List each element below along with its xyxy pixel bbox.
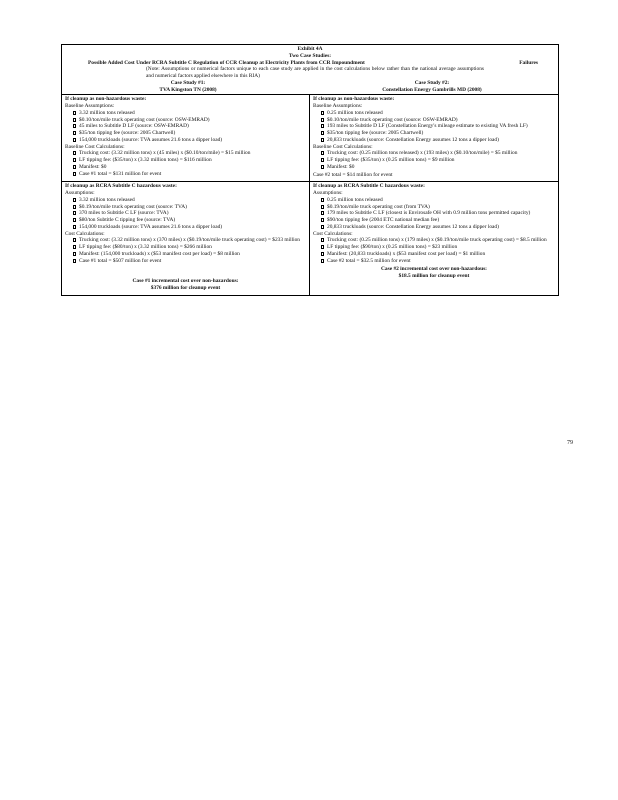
list-item: $0.10/ton/mile truck operating cost (source: OSW-EMRAD)	[73, 117, 306, 124]
list-item: 154,000 truckloads (source: TVA assumes 21.6 tons a dipper load)	[73, 224, 306, 231]
case2-haz-heading: If cleanup as RCRA Subtitle C hazardous waste:	[313, 183, 425, 190]
case2-nonhaz-cell	[310, 95, 558, 181]
case2-nonhaz-total: Case #2 total = $14 million for event	[313, 171, 393, 178]
case-study-labels	[66, 80, 554, 87]
case2-nonhaz-heading: If cleanup as non-hazardous waste:	[313, 96, 395, 103]
list-item: Manifest: $0	[321, 164, 555, 171]
case2-nonhaz-assumptions-label: Baseline Assumptions:	[313, 103, 363, 109]
haz-row	[62, 181, 558, 295]
exhibit-note: (Note: Assumptions or numerical factors unique to each case study are applied in the cost calculations below rather than the national average assumptions and numerical factors applied elsewhere in this RIA)	[146, 66, 484, 79]
exhibit-title-end: Failures	[519, 59, 538, 66]
case2-haz-cell	[310, 181, 558, 295]
list-item: Manifest: (154,000 truckloads) x ($53 manifest cost per load) = $8 million	[73, 251, 306, 258]
exhibit-header	[62, 45, 558, 95]
list-item: Trucking cost: (0.25 million tons released) x (193 miles) x ($0.10/ton/mile) = $5 million	[321, 150, 555, 157]
list-item: $80/ton Subtitle C tipping fee (source: TVA)	[73, 217, 306, 224]
list-item: LF tipping fee: ($90/ton) x (0.25 million tons) = $23 million	[321, 244, 555, 251]
case2-haz-assumptions	[313, 197, 555, 231]
page-number: 79	[567, 440, 573, 446]
case2-incremental-value: $18.5 million for cleanup event	[398, 273, 470, 279]
list-item: 3.32 million tons released	[73, 110, 306, 117]
list-item: Trucking cost: (0.25 million tons) x (179 miles) x ($0.19/ton/mile truck operating cost) = $8.5 million	[321, 237, 555, 244]
list-item: 20,833 truckloads (source: Constellation Energy assumes 12 tons a dipper load)	[321, 137, 555, 144]
list-item: Case #1 total = $131 million for event	[73, 171, 306, 178]
list-item: Trucking cost: (3.32 million tons) x (370 miles) x ($0.19/ton/mile truck operating cost) = $233 million	[73, 237, 306, 244]
case1-name: TVA Kingston TN (2008)	[159, 86, 217, 93]
list-item: Manifest: (20,833 truckloads) x ($53 manifest cost per load) = $1 million	[321, 251, 555, 258]
exhibit-subtitle: Two Case Studies:	[288, 52, 332, 59]
case1-nonhaz-cell	[62, 95, 310, 181]
list-item: $0.10/ton/mile truck operating cost (source: OSW-EMRAD)	[321, 117, 555, 124]
list-item: 0.25 million tons released	[321, 110, 555, 117]
nonhaz-row	[62, 95, 558, 181]
case2-haz-calcs	[313, 237, 555, 264]
list-item: $0.19/ton/mile truck operating cost (source: TVA)	[73, 204, 306, 211]
case1-label: Case Study #1:	[170, 79, 206, 86]
list-item: 45 miles to Subtitle D LF (source: OSW-EMRAD)	[73, 123, 306, 130]
list-item: Manifest: $0	[73, 164, 306, 171]
exhibit-table	[61, 44, 559, 296]
case2-haz-calc-label: Cost Calculations:	[313, 230, 353, 237]
case1-haz-cell	[62, 181, 310, 295]
case1-haz-calcs	[65, 237, 306, 264]
list-item: 370 miles to Subtitle C LF (source: TVA)	[73, 210, 306, 217]
list-item: $35/ton tipping fee (source: 2005 Chartwell)	[321, 130, 555, 137]
list-item: LF tipping fee: ($35/ton) x (3.32 million tons) = $116 million	[73, 157, 306, 164]
case1-nonhaz-assumptions-label: Baseline Assumptions:	[65, 103, 115, 109]
list-item: $35/ton tipping fee (source: 2005 Chartwell)	[73, 130, 306, 137]
case2-nonhaz-calc-label: Baseline Cost Calculations:	[313, 143, 373, 150]
case2-incremental-label: Case #2 incremental cost over non-hazardous:	[381, 266, 487, 273]
case1-nonhaz-assumptions	[65, 110, 306, 144]
exhibit-number: Exhibit 4A	[297, 46, 323, 52]
case2-haz-assumptions-label: Assumptions:	[313, 190, 343, 196]
list-item: 179 miles to Subtitle C LF (closest is Envirosafe OH with 0.9 million tons permitted capacity)	[321, 210, 555, 217]
case2-label: Case Study #2:	[414, 79, 450, 86]
case1-haz-assumptions	[65, 197, 306, 231]
case2-name: Constellation Energy Gambrills MD (2008)	[382, 86, 482, 93]
list-item: LF tipping fee: ($80/ton) x (3.32 million tons) = $266 million	[73, 244, 306, 251]
list-item: LF tipping fee: ($35/ton) x (0.25 million tons) = $9 million	[321, 157, 555, 164]
case-study-names	[66, 87, 554, 94]
exhibit-title-text: Possible Added Cost Under RCRA Subtitle C Regulation of CCR Cleanup at Electricity Plants from CCR Impoundment	[88, 59, 365, 66]
case1-incremental-value: $376 million for cleanup event	[150, 285, 221, 291]
list-item: $0.19/ton/mile truck operating cost (from TVA)	[321, 204, 555, 211]
list-item: 0.25 million tons released	[321, 197, 555, 204]
case1-nonhaz-calc-label: Baseline Cost Calculations:	[65, 143, 125, 150]
case1-haz-calc-label: Cost Calculations:	[65, 230, 105, 237]
case1-nonhaz-calcs	[65, 150, 306, 177]
list-item: 20,833 truckloads (source: Constellation Energy assumes 12 tons a dipper load)	[321, 224, 555, 231]
list-item: $90/ton tipping fee (2004 ETC national median fee)	[321, 217, 555, 224]
list-item: 193 miles to Subtitle D LF (Constellation Energy's mileage estimate to existing VA fresh LF)	[321, 123, 555, 130]
list-item: Case #2 total = $32.5 million for event	[321, 258, 555, 265]
case1-nonhaz-heading: If cleanup as non-hazardous waste:	[65, 96, 147, 103]
case1-haz-assumptions-label: Assumptions:	[65, 190, 95, 196]
case2-nonhaz-assumptions	[313, 110, 555, 144]
list-item: 154,000 truckloads (source: TVA assumes 21.6 tons a dipper load)	[73, 137, 306, 144]
case2-nonhaz-calcs	[313, 150, 555, 170]
list-item: Case #1 total = $507 million for event	[73, 258, 306, 265]
list-item: Trucking cost: (3.32 million tons) x (45 miles) x ($0.10/ton/mile) = $15 million	[73, 150, 306, 157]
list-item: 3.32 million tons released	[73, 197, 306, 204]
case1-haz-heading: If cleanup as RCRA Subtitle C hazardous waste:	[65, 183, 177, 190]
case1-incremental-label: Case #1 incremental cost over non-hazardous:	[132, 278, 239, 285]
